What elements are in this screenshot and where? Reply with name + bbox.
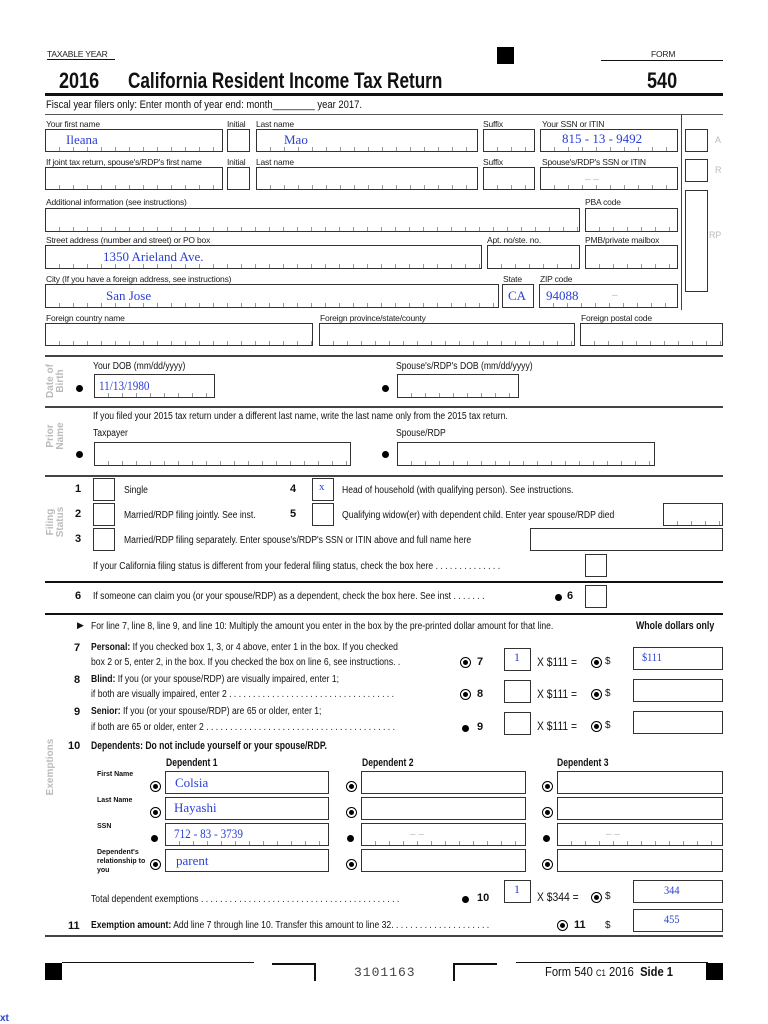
spouse-dob-input[interactable] xyxy=(397,374,519,398)
prior-taxpayer-name-input[interactable] xyxy=(94,442,351,466)
registration-mark xyxy=(706,963,723,980)
target-bullet-icon xyxy=(460,689,471,700)
line7-personal-count-input[interactable]: 1 xyxy=(504,648,531,671)
line6-dependent-checkbox[interactable] xyxy=(585,585,607,608)
spouse-first-name-input[interactable] xyxy=(45,167,223,190)
tax-year: 2016 xyxy=(59,68,100,93)
first-name-label: Your first name xyxy=(46,119,100,129)
bullet-icon xyxy=(347,835,354,842)
spouse-full-name-input[interactable] xyxy=(530,528,723,551)
filing-status-widow-checkbox[interactable] xyxy=(312,503,334,526)
apt-input[interactable] xyxy=(487,245,580,269)
filing-status-widow-label: Qualifying widow(er) with dependent child. Enter year spouse/RDP died xyxy=(342,510,615,521)
target-bullet-icon xyxy=(150,781,161,792)
total-dependents-text: Total dependent exemptions . . . . . . . . . . . . . . . . . . . . . . . . . . . . . . . . . . . . . . . . . . xyxy=(91,894,400,905)
spouse-last-name-label: Last name xyxy=(256,157,294,167)
ssn-input[interactable]: 815 - 13 - 9492 xyxy=(540,129,678,152)
whole-dollars-label: Whole dollars only xyxy=(636,620,715,632)
prior-name-side-label: Prior Name xyxy=(45,422,66,450)
bullet-icon xyxy=(76,451,83,458)
footer-form-label: Form 540 C1 2016 Side 1 xyxy=(545,964,674,979)
form-number: 540 xyxy=(647,68,678,93)
dependent-1-relationship-input[interactable]: parent xyxy=(165,849,329,872)
bullet-icon xyxy=(151,835,158,842)
first-name-row-label: First Name xyxy=(97,771,134,778)
last-name-input[interactable]: Mao xyxy=(256,129,478,152)
form-code: 3101163 xyxy=(354,965,416,980)
filing-status-separate-label: Married/RDP filing separately. Enter spouse's/RDP's SSN or ITIN above and full name here xyxy=(124,535,472,546)
foreign-postal-input[interactable] xyxy=(580,323,723,346)
different-status-checkbox[interactable] xyxy=(585,554,607,577)
suffix-input[interactable] xyxy=(483,129,535,152)
form-label: FORM xyxy=(651,49,676,59)
dob-side-label: Date of Birth xyxy=(45,364,66,398)
fiscal-year-line: Fiscal year filers only: Enter month of year end: month________ year 2017. xyxy=(46,99,363,111)
ssn-row-label: SSN xyxy=(97,823,112,830)
pba-code-label: PBA code xyxy=(585,197,621,207)
spouse-suffix-label: Suffix xyxy=(483,157,503,167)
dependent-1-header: Dependent 1 xyxy=(166,757,218,769)
zip-label: ZIP code xyxy=(540,274,573,284)
spouse-last-name-input[interactable] xyxy=(256,167,478,190)
suffix-label: Suffix xyxy=(483,119,503,129)
line10-dependents-count-input[interactable]: 1 xyxy=(504,880,531,903)
page-title: California Resident Income Tax Return xyxy=(128,68,443,93)
target-bullet-icon xyxy=(591,892,602,903)
initial-input[interactable] xyxy=(227,129,250,152)
spouse-first-name-label: If joint tax return, spouse's/RDP's first name xyxy=(46,157,202,167)
bullet-icon xyxy=(462,725,469,732)
dependent-2-first-name-input[interactable] xyxy=(361,771,526,794)
bullet-icon xyxy=(382,451,389,458)
target-bullet-icon xyxy=(542,781,553,792)
dependent-2-header: Dependent 2 xyxy=(362,757,414,769)
foreign-country-label: Foreign country name xyxy=(46,313,125,323)
target-bullet-icon xyxy=(591,657,602,668)
filing-status-joint-label: Married/RDP filing jointly. See inst. xyxy=(124,510,256,521)
registration-mark xyxy=(45,963,62,980)
pmb-label: PMB/private mailbox xyxy=(585,235,660,245)
code-a-box[interactable] xyxy=(685,129,708,152)
prior-name-instruction: If you filed your 2015 tax return under a different last name, write the last name only from the 2015 tax return. xyxy=(93,411,508,422)
foreign-province-input[interactable] xyxy=(319,323,575,346)
filing-status-side-label: Filing Status xyxy=(45,506,66,538)
arrow-right-icon: ▶ xyxy=(77,620,84,630)
dependent-3-relationship-input[interactable] xyxy=(557,849,723,872)
dependent-1-last-name-input[interactable]: Hayashi xyxy=(165,797,329,820)
target-bullet-icon xyxy=(591,721,602,732)
code-a-label: A xyxy=(715,135,721,145)
filing-status-separate-checkbox[interactable] xyxy=(93,528,115,551)
dependent-2-last-name-input[interactable] xyxy=(361,797,526,820)
filing-status-single-checkbox[interactable] xyxy=(93,478,115,501)
line7-personal-amount-input[interactable]: $111 xyxy=(633,647,723,670)
line8-blind-amount-input[interactable] xyxy=(633,679,723,702)
registration-mark xyxy=(497,47,514,64)
pmb-input[interactable] xyxy=(585,245,678,269)
spouse-dob-label: Spouse's/RDP's DOB (mm/dd/yyyy) xyxy=(396,361,533,372)
spouse-suffix-input[interactable] xyxy=(483,167,535,190)
different-status-text: If your California filing status is different from your federal filing status, check the box here . . . . . . . . . . . . . . xyxy=(93,561,501,572)
target-bullet-icon xyxy=(557,920,568,931)
state-input[interactable]: CA xyxy=(502,284,534,308)
filing-status-head-of-household-checkbox[interactable]: x xyxy=(312,478,334,501)
bullet-icon xyxy=(555,594,562,601)
target-bullet-icon xyxy=(346,859,357,870)
prior-spouse-name-input[interactable] xyxy=(397,442,655,466)
foreign-country-input[interactable] xyxy=(45,323,313,346)
dependent-3-last-name-input[interactable] xyxy=(557,797,723,820)
foreign-province-label: Foreign province/state/county xyxy=(320,313,426,323)
target-bullet-icon xyxy=(150,807,161,818)
dependent-3-header: Dependent 3 xyxy=(557,757,609,769)
bullet-icon xyxy=(382,385,389,392)
bullet-icon xyxy=(543,835,550,842)
target-bullet-icon xyxy=(346,781,357,792)
code-r-box[interactable] xyxy=(685,159,708,182)
initial-label: Initial xyxy=(227,119,246,129)
dependent-2-ssn-input[interactable]: – – xyxy=(361,823,526,846)
line6-text: If someone can claim you (or your spouse/RDP) as a dependent, check the box here. See inst . . . . . . . xyxy=(93,591,485,602)
spouse-died-year-input[interactable] xyxy=(663,503,723,526)
street-input[interactable]: 1350 Arieland Ave. xyxy=(45,245,482,269)
apt-label: Apt. no/ste. no. xyxy=(487,235,541,245)
filing-status-hoh-label: Head of household (with qualifying person). See instructions. xyxy=(342,485,574,496)
line8-blind-count-input[interactable] xyxy=(504,680,531,703)
target-bullet-icon xyxy=(591,689,602,700)
spouse-initial-input[interactable] xyxy=(227,167,250,190)
spouse-ssn-input[interactable]: – – xyxy=(540,167,678,190)
line10-title: Dependents: Do not include yourself or your spouse/RDP. xyxy=(91,740,327,752)
target-bullet-icon xyxy=(346,807,357,818)
bullet-icon xyxy=(76,385,83,392)
taxable-year-label: TAXABLE YEAR xyxy=(47,49,108,59)
dependent-3-first-name-input[interactable] xyxy=(557,771,723,794)
line9-senior-amount-input[interactable] xyxy=(633,711,723,734)
filing-status-single-label: Single xyxy=(124,485,148,496)
dependent-2-relationship-input[interactable] xyxy=(361,849,526,872)
dependent-1-first-name-input[interactable]: Colsia xyxy=(165,771,329,794)
line9-senior-count-input[interactable] xyxy=(504,712,531,735)
target-bullet-icon xyxy=(150,859,161,870)
city-label: City (If you have a foreign address, see instructions) xyxy=(46,274,232,284)
zip-input[interactable]: 94088 – xyxy=(539,284,678,308)
your-dob-label: Your DOB (mm/dd/yyyy) xyxy=(93,361,186,372)
additional-info-input[interactable] xyxy=(45,208,580,232)
state-label: State xyxy=(503,274,522,284)
line10-dependents-amount-input[interactable]: 344 xyxy=(633,880,723,903)
filing-status-joint-checkbox[interactable] xyxy=(93,503,115,526)
taxpayer-label: Taxpayer xyxy=(93,428,128,439)
code-rp-label: RP xyxy=(709,230,722,240)
bullet-icon xyxy=(462,896,469,903)
spouse-rdp-label: Spouse/RDP xyxy=(396,428,446,439)
foreign-postal-label: Foreign postal code xyxy=(581,313,652,323)
pba-code-input[interactable] xyxy=(585,208,678,232)
city-input[interactable]: San Jose xyxy=(45,284,499,308)
dependent-1-ssn-input[interactable]: 712 - 83 - 3739 xyxy=(165,823,329,846)
last-name-row-label: Last Name xyxy=(97,797,133,804)
exemptions-instruction: For line 7, line 8, line 9, and line 10: Multiply the amount you enter in the box by the pre-printed dollar amount for that line. xyxy=(91,621,554,632)
code-r-label: R xyxy=(715,165,722,175)
ssn-label: Your SSN or ITIN xyxy=(542,119,605,129)
spouse-initial-label: Initial xyxy=(227,157,246,167)
street-label: Street address (number and street) or PO box xyxy=(46,235,211,245)
stray-text: xt xyxy=(0,1013,9,1024)
relationship-row-label: Dependent's relationship to you xyxy=(97,849,146,874)
exemptions-side-label: Exemptions xyxy=(45,738,56,796)
target-bullet-icon xyxy=(542,859,553,870)
target-bullet-icon xyxy=(542,807,553,818)
spouse-ssn-label: Spouse's/RDP's SSN or ITIN xyxy=(542,157,646,167)
target-bullet-icon xyxy=(460,657,471,668)
additional-info-label: Additional information (see instructions) xyxy=(46,197,187,207)
first-name-input[interactable]: Ileana xyxy=(45,129,223,152)
code-rp-box[interactable] xyxy=(685,190,708,292)
last-name-label: Last name xyxy=(256,119,294,129)
line11-exemption-amount-input[interactable]: 455 xyxy=(633,909,723,932)
your-dob-input[interactable]: 11/13/1980 xyxy=(94,374,215,398)
dependent-3-ssn-input[interactable]: – – xyxy=(557,823,723,846)
